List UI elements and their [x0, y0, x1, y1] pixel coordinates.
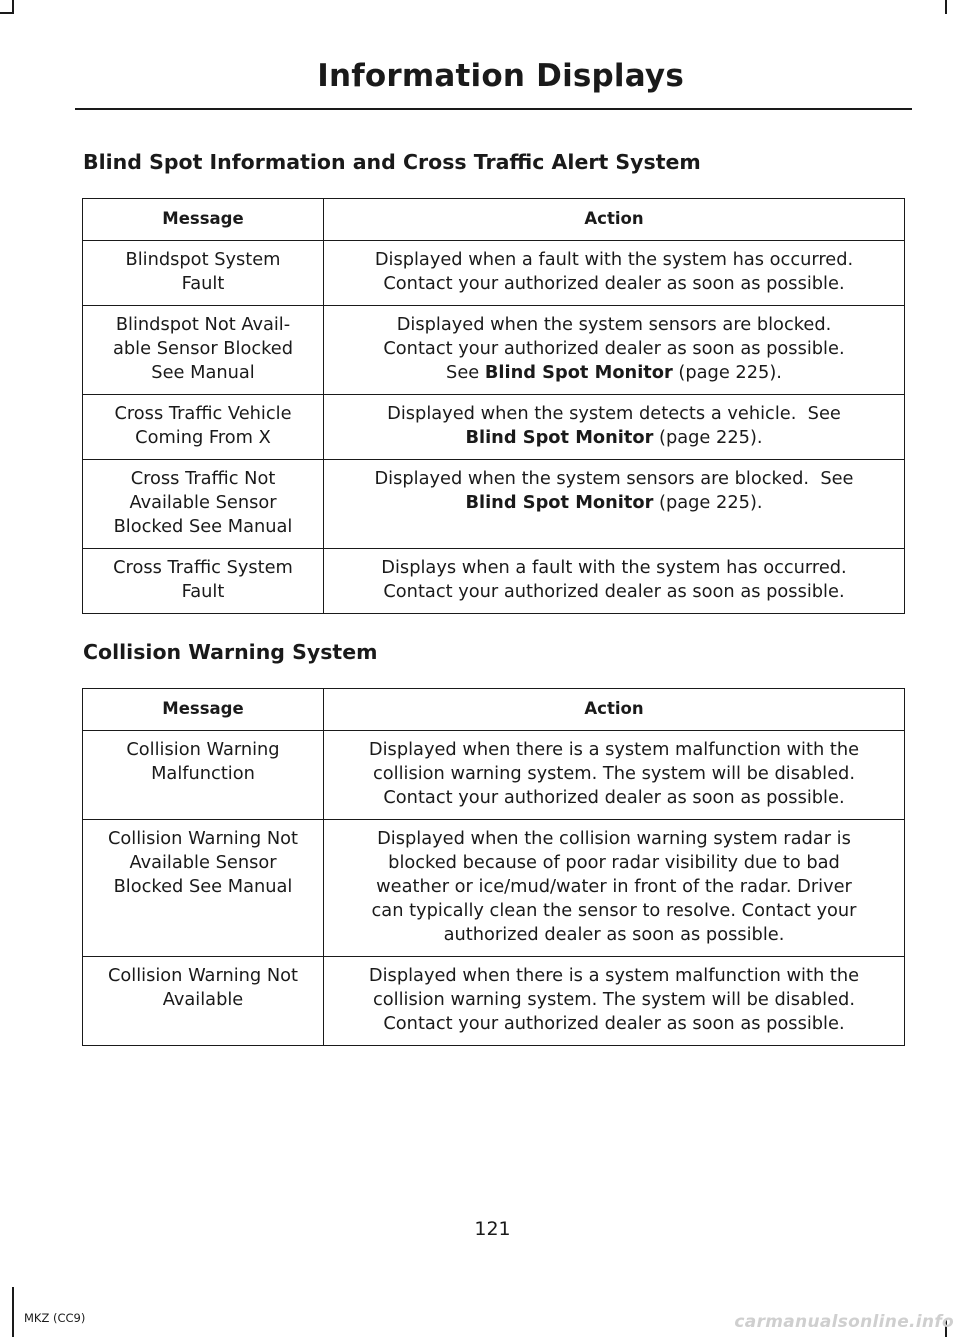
action-text: Contact your authorized dealer as soon as possible.: [383, 581, 845, 602]
message-cell: [83, 731, 324, 820]
action-text: blocked because of poor radar visibility due to bad: [388, 852, 840, 873]
table-row: [83, 549, 905, 614]
action-text: Displays when a fault with the system has occurred.: [381, 557, 847, 578]
footer-model-code: MKZ (CC9): [24, 1311, 86, 1325]
cross-reference-link[interactable]: Blind Spot Monitor: [465, 427, 654, 448]
action-line: [327, 361, 901, 385]
action-line: [327, 786, 901, 810]
cross-reference-link[interactable]: Blind Spot Monitor: [465, 492, 654, 513]
message-cell: [83, 957, 324, 1046]
action-line: [327, 248, 901, 272]
message-line: Malfunction: [151, 763, 255, 784]
message-line: Fault: [181, 581, 225, 602]
action-line: [327, 964, 901, 988]
column-header-message: Message: [83, 199, 324, 241]
message-line: Available: [162, 989, 244, 1010]
action-text: (page 225).: [653, 427, 763, 448]
action-cell: [324, 306, 905, 395]
message-cell: [83, 549, 324, 614]
table-row: [83, 306, 905, 395]
action-text: Displayed when there is a system malfunction with the: [368, 739, 860, 760]
blind-spot-messages-table: [82, 198, 905, 614]
action-cell: [324, 731, 905, 820]
table-row: [83, 731, 905, 820]
message-line: able Sensor Blocked: [112, 338, 293, 359]
message-cell: [83, 395, 324, 460]
action-text: Contact your authorized dealer as soon as possible.: [383, 273, 845, 294]
table-header-row: [83, 689, 905, 731]
action-cell: [324, 820, 905, 957]
crop-mark-top-right: [945, 0, 947, 14]
action-cell: [324, 549, 905, 614]
action-line: [327, 272, 901, 296]
action-text: Displayed when a fault with the system has occurred.: [374, 249, 854, 270]
column-header-message: Message: [83, 689, 324, 731]
action-text: Displayed when the collision warning system radar is: [377, 828, 851, 849]
table-row: [83, 820, 905, 957]
message-line: Blocked See Manual: [113, 516, 293, 537]
action-line: [327, 762, 901, 786]
message-cell: [83, 460, 324, 549]
section-title-blind-spot: Blind Spot Information and Cross Traffic Alert System: [83, 150, 701, 174]
action-text: Contact your authorized dealer as soon as possible.: [383, 787, 845, 808]
collision-warning-messages-table: [82, 688, 905, 1046]
message-line: Blindspot Not Avail-: [115, 314, 291, 335]
action-text: Displayed when the system detects a vehicle. See: [387, 403, 841, 424]
action-line: [327, 491, 901, 515]
action-text: Displayed when the system sensors are blocked.: [396, 314, 832, 335]
table-row: [83, 395, 905, 460]
column-header-action: Action: [324, 689, 905, 731]
page-number: 121: [474, 1218, 511, 1240]
action-line: [327, 426, 901, 450]
action-cell: [324, 395, 905, 460]
action-text: (page 225).: [653, 492, 763, 513]
action-line: [327, 1012, 901, 1036]
message-line: Collision Warning Not: [107, 828, 299, 849]
action-line: [327, 337, 901, 361]
crop-mark-bottom-left: [12, 1287, 14, 1337]
message-line: Cross Traffic Not: [130, 468, 276, 489]
blind-spot-table-body: [83, 241, 905, 614]
message-cell: [83, 306, 324, 395]
action-line: [327, 899, 901, 923]
crop-mark-top-left-h: [0, 12, 14, 14]
action-line: [327, 313, 901, 337]
message-line: See Manual: [151, 362, 255, 383]
action-text: See: [446, 362, 485, 383]
action-text: Displayed when the system sensors are blocked. See: [374, 468, 854, 489]
action-line: [327, 988, 901, 1012]
action-cell: [324, 957, 905, 1046]
section-title-collision-warning: Collision Warning System: [83, 640, 378, 664]
message-line: Fault: [181, 273, 225, 294]
message-line: Cross Traffic Vehicle: [114, 403, 292, 424]
message-line: Available Sensor: [129, 852, 277, 873]
header-rule: [75, 108, 912, 110]
message-line: Collision Warning: [126, 739, 280, 760]
message-line: Coming From X: [135, 427, 271, 448]
action-text: collision warning system. The system will be disabled.: [373, 763, 855, 784]
column-header-action: Action: [324, 199, 905, 241]
message-cell: [83, 241, 324, 306]
action-text: collision warning system. The system will be disabled.: [373, 989, 855, 1010]
message-line: Available Sensor: [129, 492, 277, 513]
message-line: Blocked See Manual: [113, 876, 293, 897]
action-text: weather or ice/mud/water in front of the radar. Driver: [376, 876, 852, 897]
page-header-title: Information Displays: [317, 58, 684, 94]
action-text: Contact your authorized dealer as soon as possible.: [383, 338, 845, 359]
action-text: Contact your authorized dealer as soon as possible.: [383, 1013, 845, 1034]
message-line: Blindspot System: [125, 249, 281, 270]
action-line: [327, 402, 901, 426]
collision-warning-table-body: [83, 731, 905, 1046]
action-text: authorized dealer as soon as possible.: [443, 924, 785, 945]
table-row: [83, 241, 905, 306]
message-cell: [83, 820, 324, 957]
action-cell: [324, 241, 905, 306]
action-line: [327, 827, 901, 851]
message-line: Collision Warning Not: [107, 965, 299, 986]
action-line: [327, 851, 901, 875]
table-row: [83, 957, 905, 1046]
watermark: carmanualsonline.info: [734, 1312, 954, 1332]
message-line: Cross Traffic System: [113, 557, 293, 578]
action-line: [327, 738, 901, 762]
table-header-row: [83, 199, 905, 241]
table-row: [83, 460, 905, 549]
action-text: (page 225).: [672, 362, 782, 383]
action-line: [327, 923, 901, 947]
action-line: [327, 467, 901, 491]
action-line: [327, 556, 901, 580]
action-text: can typically clean the sensor to resolve. Contact your: [371, 900, 857, 921]
cross-reference-link[interactable]: Blind Spot Monitor: [484, 362, 673, 383]
action-line: [327, 875, 901, 899]
action-text: Displayed when there is a system malfunction with the: [368, 965, 860, 986]
action-line: [327, 580, 901, 604]
action-cell: [324, 460, 905, 549]
